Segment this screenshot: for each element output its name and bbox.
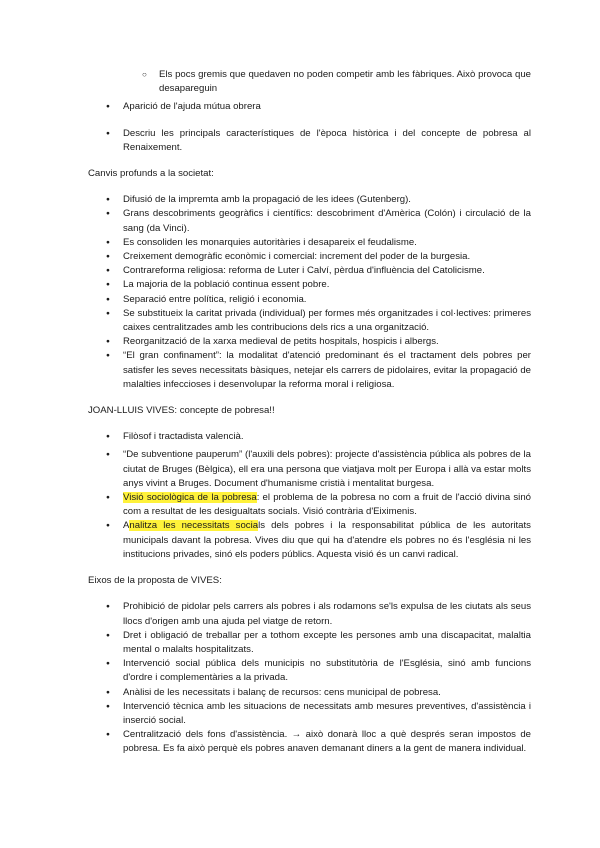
list-item: ● Intervenció social pública dels municipis no substitutòria de l'Església, sinó amb funcions d'ordre i complementàries a la privada. xyxy=(123,657,531,685)
list-item: ● Separació entre política, religió i economia. xyxy=(123,293,531,307)
list-item: ● “El gran confinament”: la modalitat d'atenció predominant és el tractament dels pobres per satisfer les seves necessitats bàsiques, netejar els carrers de pidolaires, evitar la propagació de malalties infeccioses i desenvolupar la reforma moral i religiosa. xyxy=(123,349,531,392)
list-item: ● Es consoliden les monarquies autoritàries i desapareix el feudalisme. xyxy=(123,236,531,250)
societal-changes-list xyxy=(0,193,600,392)
list-item: ● Grans descobriments geogràfics i científics: descobriment d'Amèrica (Colón) i circulació de la sang (da Vinci). xyxy=(123,207,531,235)
list-item: ● Reorganització de la xarxa medieval de petits hospitals, hospicis i albergs. xyxy=(123,335,531,349)
list-item: ● Contrareforma religiosa: reforma de Luter i Calví, pèrdua d'influència del Catolicisme. xyxy=(123,264,531,278)
list-item: ● Anàlisi de les necessitats i balanç de recursos: cens municipal de pobresa. xyxy=(123,686,531,700)
list-item: ● Creixement demogràfic econòmic i comercial: increment del poder de la burgesia. xyxy=(123,250,531,264)
section-heading: Canvis profunds a la societat: xyxy=(88,168,214,180)
list-item: ● Prohibició de pidolar pels carrers als pobres i als rodamons se'ls expulsa de les ciutats als seus llocs d'origen amb una ajuda pel viatge de retorn. xyxy=(123,600,531,628)
highlighted-text: nalitza les necessitats socia xyxy=(129,520,259,532)
section-heading: JOAN-LLUIS VIVES: concepte de pobresa!! xyxy=(88,405,275,417)
item-text: A xyxy=(123,520,130,532)
proposal-axes-list xyxy=(0,600,600,756)
list-item: ○ Els pocs gremis que quedaven no poden competir amb les fàbriques. Això provoca que desapareguin xyxy=(159,68,531,96)
item-text: ls dels pobres i la responsabilitat pública de les autoritats municipals davant la pobresa. Vives diu que qui ha d'atendre els pobres no és l'església ni les institucions privades, sinó els poders públics. Aquesta visió és un canvi radical. xyxy=(123,520,531,560)
list-item: ● Intervenció tècnica amb les situacions de necessitats amb mesures preventives, d'assistència i inserció social. xyxy=(123,700,531,728)
vives-list xyxy=(0,430,600,562)
list-item: ● Se substitueix la caritat privada (individual) per formes més organitzades i col·lectives: primeres caixes centralitzades amb les contribucions dels rics a una organització. xyxy=(123,307,531,335)
intro-list xyxy=(0,68,600,155)
section-heading: Eixos de la proposta de VIVES: xyxy=(88,575,222,587)
highlighted-text: Visió sociològica de la pobresa xyxy=(123,492,257,504)
list-item xyxy=(123,491,531,519)
list-item: ● Difusió de la impremta amb la propagació de les idees (Gutenberg). xyxy=(123,193,531,207)
list-item: ● Descriu les principals característiques de l'època històrica i del concepte de pobresa al Renaixement. xyxy=(123,127,531,155)
list-item: ● Dret i obligació de treballar per a tothom excepte les persones amb una discapacitat, malaltia mental o malalts hospitalitzats. xyxy=(123,629,531,657)
item-text: : el problema de la pobresa no com a fruit de l'acció divina sinó com a resultat de les desigualtats socials. Visió contrària d'Eiximenis. xyxy=(123,492,531,518)
list-item: ● Filòsof i tractadista valencià. xyxy=(123,430,531,444)
list-item: ● Aparició de l'ajuda mútua obrera xyxy=(123,100,531,114)
list-item: ● La majoria de la població continua essent pobre. xyxy=(123,278,531,292)
list-item: ● Centralització dels fons d'assistència. → això donarà lloc a què després seran impostos de pobresa. Es fa això perquè els pobres anaven demanant diners a la gent de manera individual. xyxy=(123,728,531,756)
list-item xyxy=(123,519,531,562)
list-item: ● “De subventione pauperum” (l'auxili dels pobres): projecte d'assistència pública als pobres de la ciutat de Bruges (Bèlgica), ell era una persona que viatjava molt per Europa i allà va estar molts anys vivint a Bruges. Document d'humanisme cristià i mentalitat burgesa. xyxy=(123,448,531,491)
